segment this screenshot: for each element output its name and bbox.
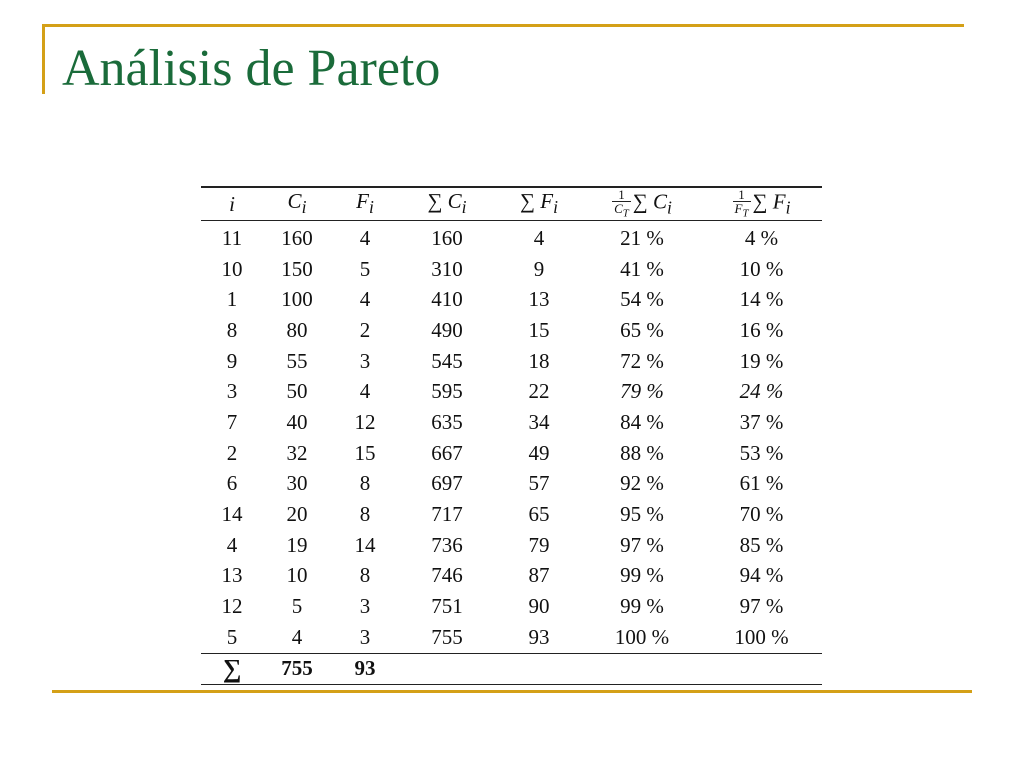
cell-sum-ci: 751 [431, 594, 463, 619]
cell-pct-ci: 84 % [620, 409, 664, 434]
cell-pct-fi: 61 % [739, 471, 784, 496]
cell-i: 14 [221, 502, 243, 527]
header-pct-fi: $\frac{1}{F_T}$ ∑ $F_i$ [701, 187, 822, 221]
totals-empty [399, 653, 495, 684]
cell-sum-ci: 160 [431, 225, 463, 250]
cell-pct-fi: 37 % [739, 409, 784, 434]
cell-pct-ci: 72 % [620, 348, 664, 373]
cell-ci: 5 [291, 594, 303, 619]
cell-fi: 12 [354, 409, 376, 434]
cell-pct-ci: 92 % [620, 471, 664, 496]
cell-sum-ci: 310 [431, 256, 463, 281]
cell-pct-ci: 99 % [620, 563, 664, 588]
header-i: i [201, 187, 263, 221]
cell-ci: 4 [291, 624, 303, 649]
totals-empty [583, 653, 701, 684]
cell-fi: 4 [359, 225, 371, 250]
cell-sum-fi: 18 [528, 348, 550, 373]
header-fi: $F_i$ [331, 187, 399, 221]
table-row [201, 591, 822, 622]
totals-ci: 755 [263, 653, 331, 684]
fraction-ft: $\frac{1}{F_T}$ [734, 187, 749, 220]
cell-fi: 2 [359, 317, 371, 342]
cell-sum-fi: 90 [528, 594, 550, 619]
cell-sum-ci: 717 [431, 502, 463, 527]
pareto-table-header [201, 187, 822, 221]
table-row [201, 561, 822, 592]
frame-left-rule [42, 24, 45, 94]
cell-sum-ci: 490 [431, 317, 463, 342]
header-ci: $C_i$ [263, 187, 331, 221]
cell-pct-fi: 70 % [739, 502, 784, 527]
cell-sum-fi: 65 [528, 502, 550, 527]
header-pct-ci: $\frac{1}{C_T}$ ∑ $C_i$ [583, 187, 701, 221]
totals-fi: 93 [331, 653, 399, 684]
cell-ci: 50 [286, 379, 308, 404]
totals-sigma: ∑ [201, 653, 263, 684]
cell-ci: 20 [286, 502, 308, 527]
cell-fi: 3 [359, 348, 371, 373]
cell-fi: 4 [359, 287, 371, 312]
fraction-ct: $\frac{1}{C_T}$ [614, 187, 629, 220]
cell-i: 5 [226, 624, 238, 649]
cell-ci: 32 [286, 440, 308, 465]
cell-sum-fi: 57 [528, 471, 550, 496]
cell-sum-fi: 15 [528, 317, 550, 342]
cell-pct-fi: 100 % [734, 624, 789, 649]
totals-empty [495, 653, 583, 684]
cell-i: 8 [226, 317, 238, 342]
table-row [201, 221, 822, 254]
cell-fi: 3 [359, 624, 371, 649]
cell-i: 2 [226, 440, 238, 465]
cell-sum-ci: 410 [431, 287, 463, 312]
cell-sum-ci: 755 [431, 624, 463, 649]
cell-fi: 14 [354, 532, 376, 557]
cell-ci: 160 [281, 225, 313, 250]
cell-i: 12 [221, 594, 243, 619]
table-row [201, 254, 822, 285]
slide-title: Análisis de Pareto [62, 40, 441, 97]
cell-ci: 19 [286, 532, 308, 557]
table-row [201, 346, 822, 377]
cell-i: 10 [221, 256, 243, 281]
pareto-table-footer [201, 653, 822, 684]
cell-pct-fi: 24 % [739, 379, 784, 404]
cell-sum-fi: 87 [528, 563, 550, 588]
cell-ci: 80 [286, 317, 308, 342]
cell-pct-ci: 97 % [620, 532, 664, 557]
cell-pct-fi: 16 % [739, 317, 784, 342]
cell-ci: 150 [281, 256, 313, 281]
cell-sum-ci: 697 [431, 471, 463, 496]
cell-ci: 55 [286, 348, 308, 373]
cell-fi: 8 [359, 502, 371, 527]
cell-pct-fi: 14 % [739, 287, 784, 312]
cell-ci: 40 [286, 409, 308, 434]
cell-ci: 100 [281, 287, 313, 312]
table-row [201, 315, 822, 346]
cell-ci: 30 [286, 471, 308, 496]
table-row [201, 499, 822, 530]
table-row [201, 622, 822, 653]
table-row [201, 284, 822, 315]
cell-pct-fi: 85 % [739, 532, 784, 557]
frame-top-rule [42, 24, 964, 27]
cell-sum-ci: 667 [431, 440, 463, 465]
pareto-table-body [201, 221, 822, 654]
cell-sum-fi: 34 [528, 409, 550, 434]
table-row [201, 376, 822, 407]
cell-pct-ci: 41 % [620, 256, 664, 281]
cell-sum-ci: 595 [431, 379, 463, 404]
cell-sum-fi: 22 [528, 379, 550, 404]
cell-i: 13 [221, 563, 243, 588]
frame-bottom-rule [52, 690, 972, 693]
table-row [201, 530, 822, 561]
cell-i: 9 [226, 348, 238, 373]
cell-i: 3 [226, 379, 238, 404]
cell-i: 11 [221, 225, 243, 250]
table-row [201, 438, 822, 469]
cell-pct-ci: 95 % [620, 502, 664, 527]
cell-pct-ci: 65 % [620, 317, 664, 342]
cell-ci: 10 [286, 563, 308, 588]
cell-fi: 3 [359, 594, 371, 619]
cell-sum-ci: 746 [431, 563, 463, 588]
cell-pct-fi: 4 % [744, 225, 779, 250]
cell-sum-ci: 545 [431, 348, 463, 373]
cell-sum-ci: 736 [431, 532, 463, 557]
cell-i: 4 [226, 532, 238, 557]
cell-pct-ci: 54 % [620, 287, 664, 312]
cell-pct-ci: 99 % [620, 594, 664, 619]
cell-pct-fi: 53 % [739, 440, 784, 465]
cell-fi: 15 [354, 440, 376, 465]
cell-i: 7 [226, 409, 238, 434]
cell-pct-fi: 97 % [739, 594, 784, 619]
cell-pct-ci: 21 % [620, 225, 664, 250]
cell-fi: 8 [359, 563, 371, 588]
cell-pct-ci: 79 % [620, 379, 664, 404]
header-row [201, 187, 822, 221]
cell-fi: 4 [359, 379, 371, 404]
cell-sum-fi: 9 [533, 256, 545, 281]
totals-row [201, 653, 822, 684]
cell-pct-ci: 100 % [614, 624, 670, 649]
table-row [201, 407, 822, 438]
cell-pct-fi: 94 % [739, 563, 784, 588]
cell-i: 1 [226, 287, 238, 312]
cell-i: 6 [226, 471, 238, 496]
cell-sum-fi: 79 [528, 532, 550, 557]
cell-sum-fi: 93 [528, 624, 550, 649]
table-row [201, 469, 822, 500]
cell-sum-ci: 635 [431, 409, 463, 434]
pareto-table [201, 186, 822, 685]
header-sum-fi: ∑ $F_i$ [495, 187, 583, 221]
header-sum-ci: ∑ $C_i$ [399, 187, 495, 221]
cell-pct-fi: 10 % [739, 256, 784, 281]
cell-sum-fi: 4 [533, 225, 545, 250]
cell-fi: 5 [359, 256, 371, 281]
cell-pct-ci: 88 % [620, 440, 664, 465]
cell-sum-fi: 49 [528, 440, 550, 465]
totals-empty [701, 653, 822, 684]
cell-pct-fi: 19 % [739, 348, 784, 373]
cell-sum-fi: 13 [528, 287, 550, 312]
cell-fi: 8 [359, 471, 371, 496]
